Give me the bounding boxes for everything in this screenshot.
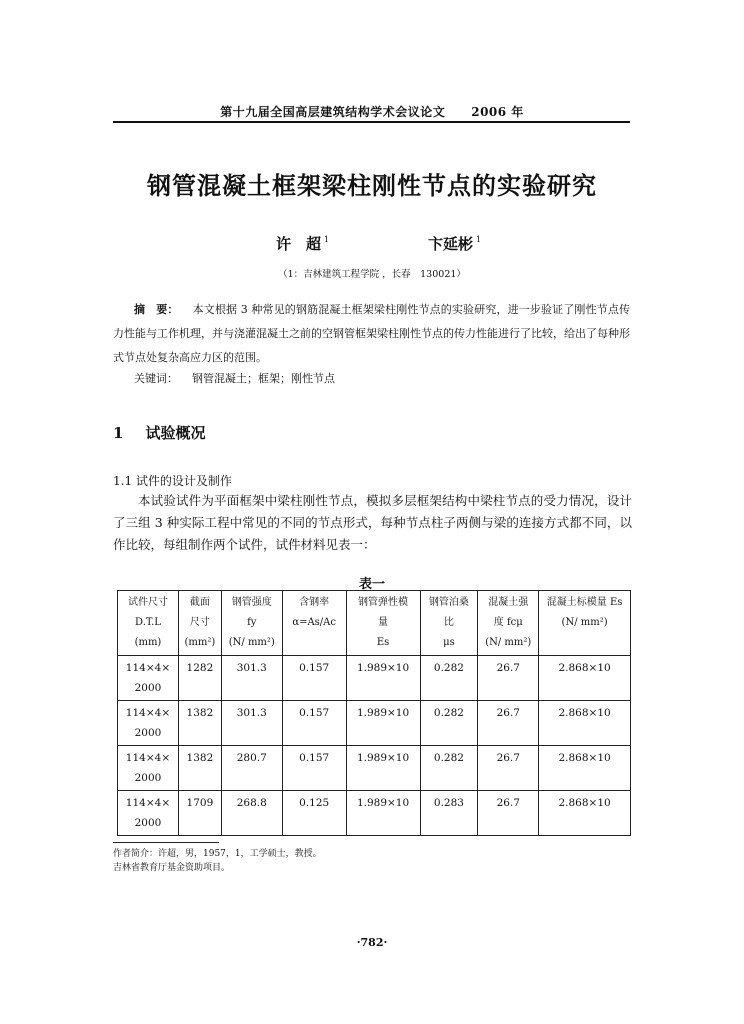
- cell-es: 1.989×10: [346, 701, 420, 746]
- author-affiliation-mark: 1: [476, 235, 482, 244]
- keywords-text: 钢管混凝土；框架；刚性节点: [192, 372, 335, 385]
- running-header: [0, 103, 744, 120]
- table-row: [118, 701, 631, 746]
- footnote-rule: [113, 842, 219, 843]
- conference-name: 第十九届全国高层建筑结构学术会议论文: [220, 105, 446, 119]
- header-cell-steel-strength: 钢管强度 fy (N/ mm²): [221, 591, 282, 656]
- cell-size: 114×4× 2000: [118, 791, 179, 836]
- header-cell-area: 截面 尺寸 (mm²): [178, 591, 221, 656]
- abstract-label: 摘 要：: [134, 303, 179, 316]
- cell-ec: 2.868×10: [539, 791, 631, 836]
- cell-ec: 2.868×10: [539, 701, 631, 746]
- cell-mu: 0.282: [420, 656, 478, 701]
- cell-ratio: 0.157: [282, 746, 346, 791]
- header-cell-steel-ratio: 含钢率 α=As/Ac: [282, 591, 346, 656]
- materials-table: [117, 590, 631, 836]
- cell-area: 1382: [178, 746, 221, 791]
- table-caption: 表一: [358, 577, 385, 592]
- cell-area: 1282: [178, 656, 221, 701]
- footnote-author: 作者简介：许超，男，1957，1，工学硕士，教授。: [113, 849, 322, 859]
- header-cell-concrete-modulus: 混凝土标模量 Es (N/ mm²): [539, 591, 631, 656]
- table-header-row: [118, 591, 631, 656]
- author-affiliation-mark: 1: [324, 235, 330, 244]
- cell-size: 114×4× 2000: [118, 701, 179, 746]
- cell-es: 1.989×10: [346, 746, 420, 791]
- header-cell-size: 试件尺寸 D.T.L (mm): [118, 591, 179, 656]
- cell-es: 1.989×10: [346, 656, 420, 701]
- cell-fy: 268.8: [221, 791, 282, 836]
- table-row: [118, 746, 631, 791]
- author-2: [428, 233, 481, 254]
- cell-fc: 26.7: [478, 656, 539, 701]
- cell-fy: 280.7: [221, 746, 282, 791]
- cell-fc: 26.7: [478, 791, 539, 836]
- keywords: [134, 370, 335, 386]
- cell-fc: 26.7: [478, 746, 539, 791]
- section-title: 试验概况: [145, 424, 206, 442]
- cell-mu: 0.283: [420, 791, 478, 836]
- cell-mu: 0.282: [420, 701, 478, 746]
- keywords-label: 关键词：: [134, 372, 178, 385]
- author-name: 卞延彬: [428, 235, 474, 253]
- header-cell-poisson: 钢管泊桑 比 μs: [420, 591, 478, 656]
- cell-fy: 301.3: [221, 656, 282, 701]
- author-1: [276, 233, 329, 254]
- cell-fc: 26.7: [478, 701, 539, 746]
- cell-ratio: 0.125: [282, 791, 346, 836]
- header-rule: [113, 121, 630, 123]
- cell-es: 1.989×10: [346, 791, 420, 836]
- cell-size: 114×4× 2000: [118, 656, 179, 701]
- footnote-funding: 吉林省教育厅基金资助项目。: [113, 863, 231, 873]
- table-row: [118, 656, 631, 701]
- body-paragraph: 本试验试件为平面框架中梁柱刚性节点，模拟多层框架结构中梁柱节点的受力情况，设计了三组 3 种实际工程中常见的不同的节点形式，每种节点柱子两侧与梁的连接方式都不同，以作比较，每组制作两个试件，试件材料见表一：: [113, 493, 632, 552]
- conference-year: 2006 年: [471, 105, 524, 119]
- cell-ratio: 0.157: [282, 656, 346, 701]
- cell-size: 114×4× 2000: [118, 746, 179, 791]
- abstract: [113, 298, 630, 370]
- section-heading: [113, 422, 205, 443]
- page-number: ·782·: [356, 936, 388, 949]
- subsection-heading: 1.1 试件的设计及制作: [113, 474, 232, 488]
- cell-area: 1709: [178, 791, 221, 836]
- header-cell-elastic-modulus: 钢管弹性模 量 Es: [346, 591, 420, 656]
- paper-title: 钢管混凝土框架梁柱刚性节点的实验研究: [147, 171, 597, 200]
- cell-ratio: 0.157: [282, 701, 346, 746]
- section-number: 1: [113, 424, 124, 442]
- abstract-text: 本文根据 3 种常见的钢筋混凝土框架梁柱刚性节点的实验研究，进一步验证了刚性节点传力性能与工作机理，并与浇灌混凝土之前的空钢管框架梁柱刚性节点的传力性能进行了比较，给出了每种形式节点处复杂高应力区的范围。: [113, 303, 630, 364]
- cell-fy: 301.3: [221, 701, 282, 746]
- header-cell-concrete-strength: 混凝土强 度 fcμ (N/ mm²): [478, 591, 539, 656]
- author-name: 许 超: [276, 235, 322, 253]
- cell-ec: 2.868×10: [539, 746, 631, 791]
- cell-area: 1382: [178, 701, 221, 746]
- table-row: [118, 791, 631, 836]
- cell-mu: 0.282: [420, 746, 478, 791]
- affiliation: （1：吉林建筑工程学院 ，长春 130021）: [278, 269, 466, 280]
- cell-ec: 2.868×10: [539, 656, 631, 701]
